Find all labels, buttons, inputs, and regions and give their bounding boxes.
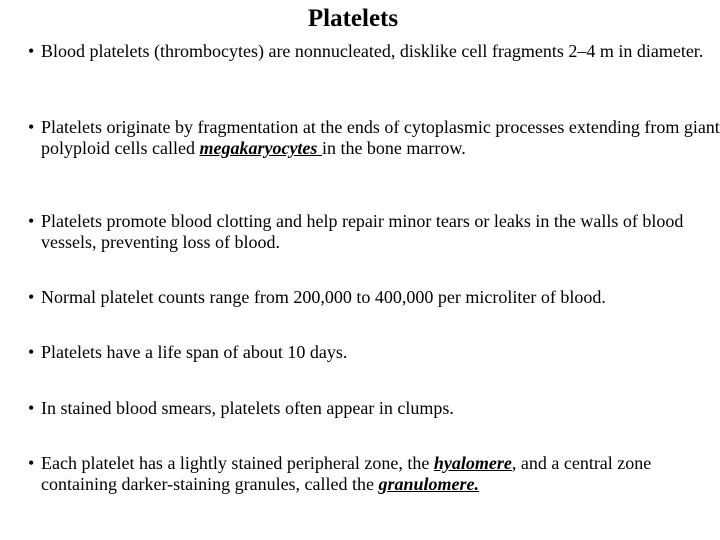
bullet-item bbox=[28, 287, 720, 308]
bullet-item bbox=[28, 117, 720, 159]
bullet-item bbox=[28, 342, 720, 363]
bullet-dot-icon: • bbox=[28, 117, 35, 137]
term-granulomere: granulomere. bbox=[378, 474, 480, 494]
bullet-item bbox=[28, 398, 720, 419]
bullet-text: Blood platelets (thrombocytes) are nonnucleated, disklike cell fragments 2–4 m in diameter. bbox=[41, 41, 704, 61]
bullet-dot-icon: • bbox=[28, 453, 35, 473]
bullet-dot-icon: • bbox=[28, 211, 35, 231]
term-hyalomere: hyalomere bbox=[433, 453, 512, 473]
bullet-text: Each platelet has a lightly stained peripheral zone, the bbox=[41, 453, 434, 473]
bullet-dot-icon: • bbox=[28, 287, 35, 307]
bullet-dot-icon: • bbox=[28, 41, 35, 61]
bullet-dot-icon: • bbox=[28, 342, 35, 362]
bullet-text: , and a central zone containing darker-staining granules, called the bbox=[41, 453, 652, 494]
bullet-item bbox=[28, 41, 720, 62]
slide-title: Platelets bbox=[307, 5, 399, 32]
bullet-dot-icon: • bbox=[28, 398, 35, 418]
bullet-text: In stained blood smears, platelets often appear in clumps. bbox=[41, 398, 454, 418]
bullet-item bbox=[28, 211, 720, 253]
bullet-text: Platelets have a life span of about 10 days. bbox=[41, 342, 348, 362]
bullet-item bbox=[28, 453, 720, 495]
bullet-text: in the bone marrow. bbox=[321, 138, 466, 158]
bullet-text: Platelets originate by fragmentation at the ends of cytoplasmic processes extending from giant polyploid cells called bbox=[41, 117, 720, 158]
bullet-text: Normal platelet counts range from 200,000 to 400,000 per microliter of blood. bbox=[41, 287, 606, 307]
term-megakaryocytes: megakaryocytes bbox=[199, 138, 322, 158]
bullet-text: Platelets promote blood clotting and help repair minor tears or leaks in the walls of blood vessels, preventing loss of blood. bbox=[41, 211, 684, 252]
